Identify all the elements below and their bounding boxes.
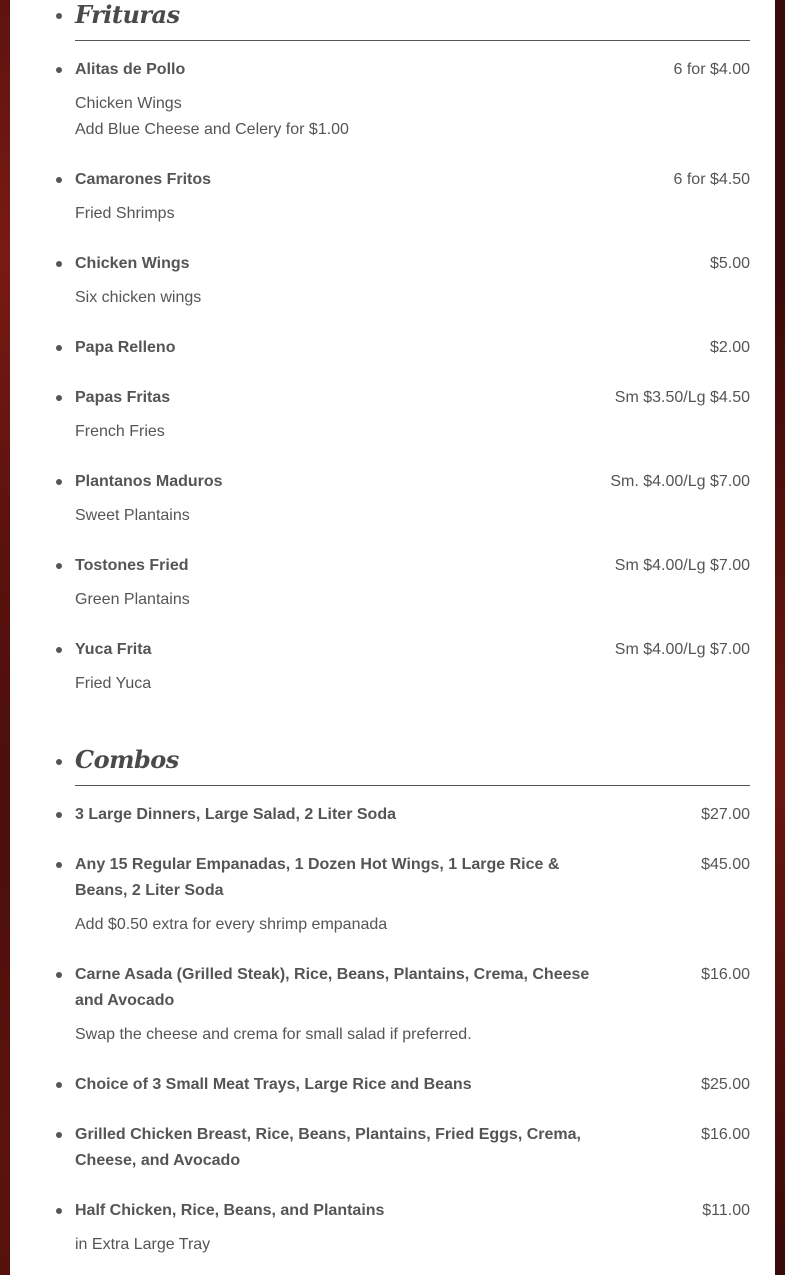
bullet-icon <box>56 1132 62 1138</box>
item-description: Sweet Plantains <box>75 507 190 524</box>
item-description: Add Blue Cheese and Celery for $1.00 <box>75 121 349 138</box>
bullet-icon <box>56 1082 62 1088</box>
item-name: Grilled Chicken Breast, Rice, Beans, Plantains, Fried Eggs, Crema, Cheese, and Avocado <box>75 1126 581 1169</box>
bullet-icon <box>56 261 62 267</box>
item-price: $16.00 <box>701 966 750 983</box>
bullet-icon <box>56 67 62 73</box>
item-name: Choice of 3 Small Meat Trays, Large Rice and Beans <box>75 1076 472 1093</box>
item-name: Plantanos Maduros <box>75 473 223 490</box>
bullet-icon <box>56 563 62 569</box>
bullet-icon <box>56 759 62 765</box>
section-title: Frituras <box>75 0 180 29</box>
bullet-icon <box>56 647 62 653</box>
item-name: Camarones Fritos <box>75 171 212 188</box>
item-description: Fried Yuca <box>75 675 152 692</box>
item-description: Add $0.50 extra for every shrimp empanada <box>75 916 388 933</box>
item-name: Yuca Frita <box>75 641 152 658</box>
item-name: Half Chicken, Rice, Beans, and Plantains <box>75 1202 385 1219</box>
bullet-icon <box>56 1208 62 1214</box>
item-description: in Extra Large Tray <box>75 1236 211 1253</box>
bullet-icon <box>56 13 62 19</box>
item-name: Chicken Wings <box>75 255 190 272</box>
item-name: Papas Fritas <box>75 389 171 406</box>
item-name: Alitas de Pollo <box>75 61 186 78</box>
item-name: Papa Relleno <box>75 339 176 356</box>
item-price: $25.00 <box>701 1076 750 1093</box>
item-name: Any 15 Regular Empanadas, 1 Dozen Hot Wings, 1 Large Rice & Beans, 2 Liter Soda <box>75 856 560 899</box>
item-description: Chicken Wings <box>75 95 182 112</box>
item-price: 6 for $4.50 <box>673 171 750 188</box>
bullet-icon <box>56 862 62 868</box>
menu-panel <box>10 0 775 1275</box>
item-price: Sm $4.00/Lg $7.00 <box>614 557 750 574</box>
item-description: French Fries <box>75 423 165 440</box>
item-description: Six chicken wings <box>75 289 202 306</box>
item-price: $16.00 <box>701 1126 750 1143</box>
bullet-icon <box>56 479 62 485</box>
item-price: $11.00 <box>702 1202 750 1219</box>
bullet-icon <box>56 812 62 818</box>
bullet-icon <box>56 972 62 978</box>
item-price: $45.00 <box>701 856 750 873</box>
bullet-icon <box>56 395 62 401</box>
item-name: Carne Asada (Grilled Steak), Rice, Beans, Plantains, Crema, Cheese and Avocado <box>75 966 590 1009</box>
item-price: $5.00 <box>709 255 750 272</box>
section-title: Combos <box>75 745 179 774</box>
item-name: 3 Large Dinners, Large Salad, 2 Liter Soda <box>75 806 396 823</box>
item-price: $27.00 <box>701 806 750 823</box>
item-price: Sm $3.50/Lg $4.50 <box>614 389 750 406</box>
item-price: Sm $4.00/Lg $7.00 <box>614 641 750 658</box>
section-divider <box>75 785 750 786</box>
item-description: Green Plantains <box>75 591 190 608</box>
bullet-icon <box>56 177 62 183</box>
item-description: Fried Shrimps <box>75 205 175 222</box>
item-price: Sm. $4.00/Lg $7.00 <box>610 473 750 490</box>
item-price: 6 for $4.00 <box>673 61 750 78</box>
section-divider <box>75 40 750 41</box>
item-price: $2.00 <box>709 339 750 356</box>
item-description: Swap the cheese and crema for small salad if preferred. <box>75 1026 472 1043</box>
item-name: Tostones Fried <box>75 557 189 574</box>
bullet-icon <box>56 345 62 351</box>
